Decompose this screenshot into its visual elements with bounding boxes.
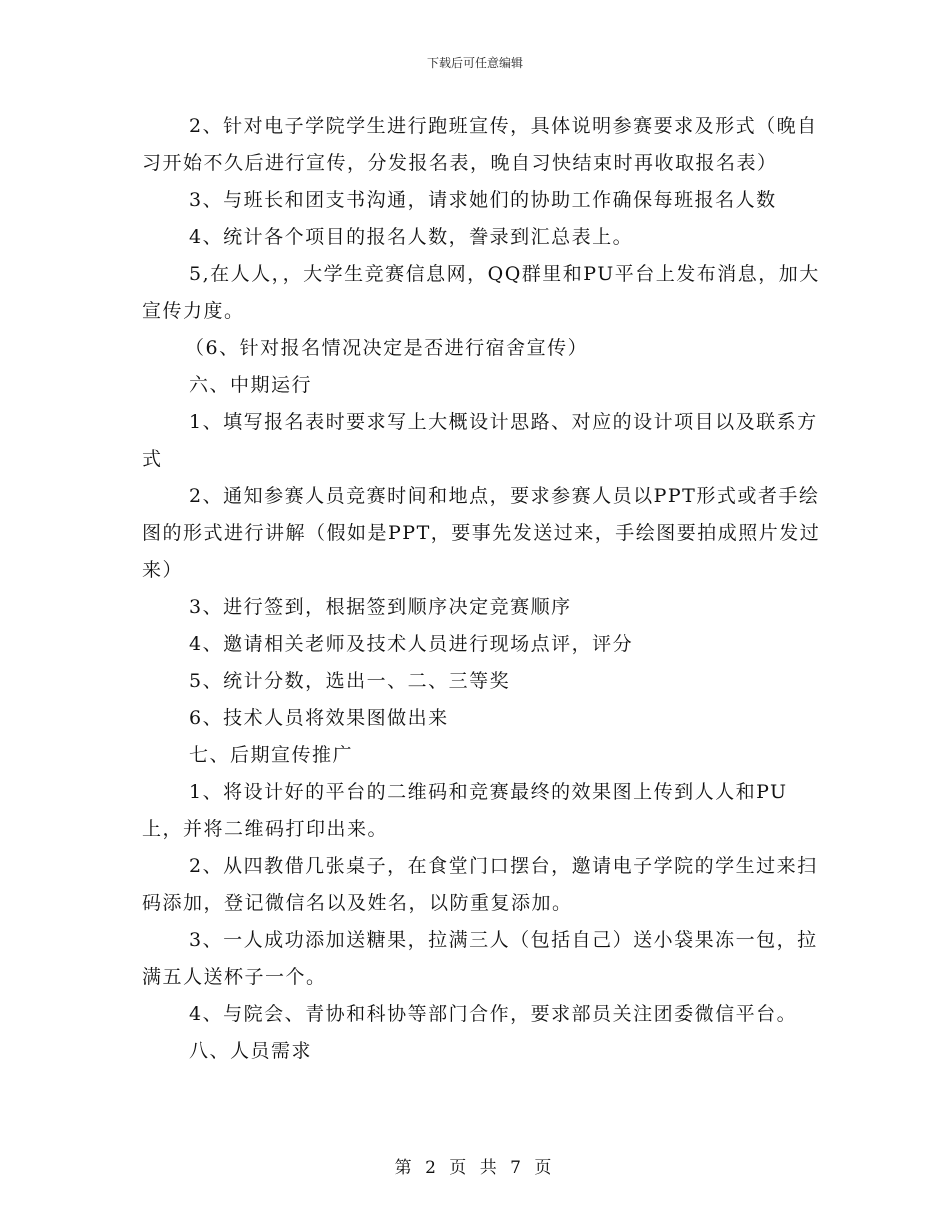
paragraph: 4、与院会、青协和科协等部门合作，要求部员关注团委微信平台。 (189, 1003, 798, 1025)
paragraph: 六、中期运行 (189, 374, 313, 396)
paragraph: 3、一人成功添加送糖果，拉满三人（包括自己）送小袋果冻一包，拉满五人送杯子一个。 (142, 929, 818, 988)
paragraph: （6、针对报名情况决定是否进行宿舍宣传） (185, 337, 589, 359)
paragraph: 5、统计分数，选出一、二、三等奖 (189, 670, 511, 692)
paragraph: 4、统计各个项目的报名人数，誊录到汇总表上。 (189, 226, 634, 248)
paragraph: 1、填写报名表时要求写上大概设计思路、对应的设计项目以及联系方式 (142, 411, 818, 470)
paragraph: 4、邀请相关老师及技术人员进行现场点评，评分 (189, 633, 634, 655)
paragraph: 3、与班长和团支书沟通，请求她们的协助工作确保每班报名人数 (189, 189, 777, 211)
document-body (142, 108, 822, 1070)
paragraph: 2、从四教借几张桌子，在食堂门口摆台，邀请电子学院的学生过来扫码添加，登记微信名以及姓名，以防重复添加。 (142, 855, 818, 914)
paragraph: 2、通知参赛人员竞赛时间和地点，要求参赛人员以PPT形式或者手绘图的形式进行讲解（假如是PPT，要事先发送过来，手绘图要拍成照片发过来） (142, 485, 821, 581)
page-number: 第 2 页 共 7 页 (394, 1158, 556, 1178)
paragraph: 6、技术人员将效果图做出来 (189, 707, 449, 729)
paragraph: 1、将设计好的平台的二维码和竞赛最终的效果图上传到人人和PU上，并将二维码打印出来。 (142, 781, 788, 840)
paragraph: 八、人员需求 (189, 1040, 313, 1062)
paragraph: 3、进行签到，根据签到顺序决定竞赛顺序 (189, 596, 572, 618)
paragraph: 5,在人人，，大学生竞赛信息网，QQ群里和PU平台上发布消息，加大宣传力度。 (142, 263, 820, 322)
paragraph: 2、针对电子学院学生进行跑班宣传，具体说明参赛要求及形式（晚自习开始不久后进行宣传，分发报名表，晚自习快结束时再收取报名表） (142, 115, 818, 174)
paragraph: 七、后期宣传推广 (189, 744, 354, 766)
page-header-note: 下载后可任意编辑 (426, 56, 523, 70)
